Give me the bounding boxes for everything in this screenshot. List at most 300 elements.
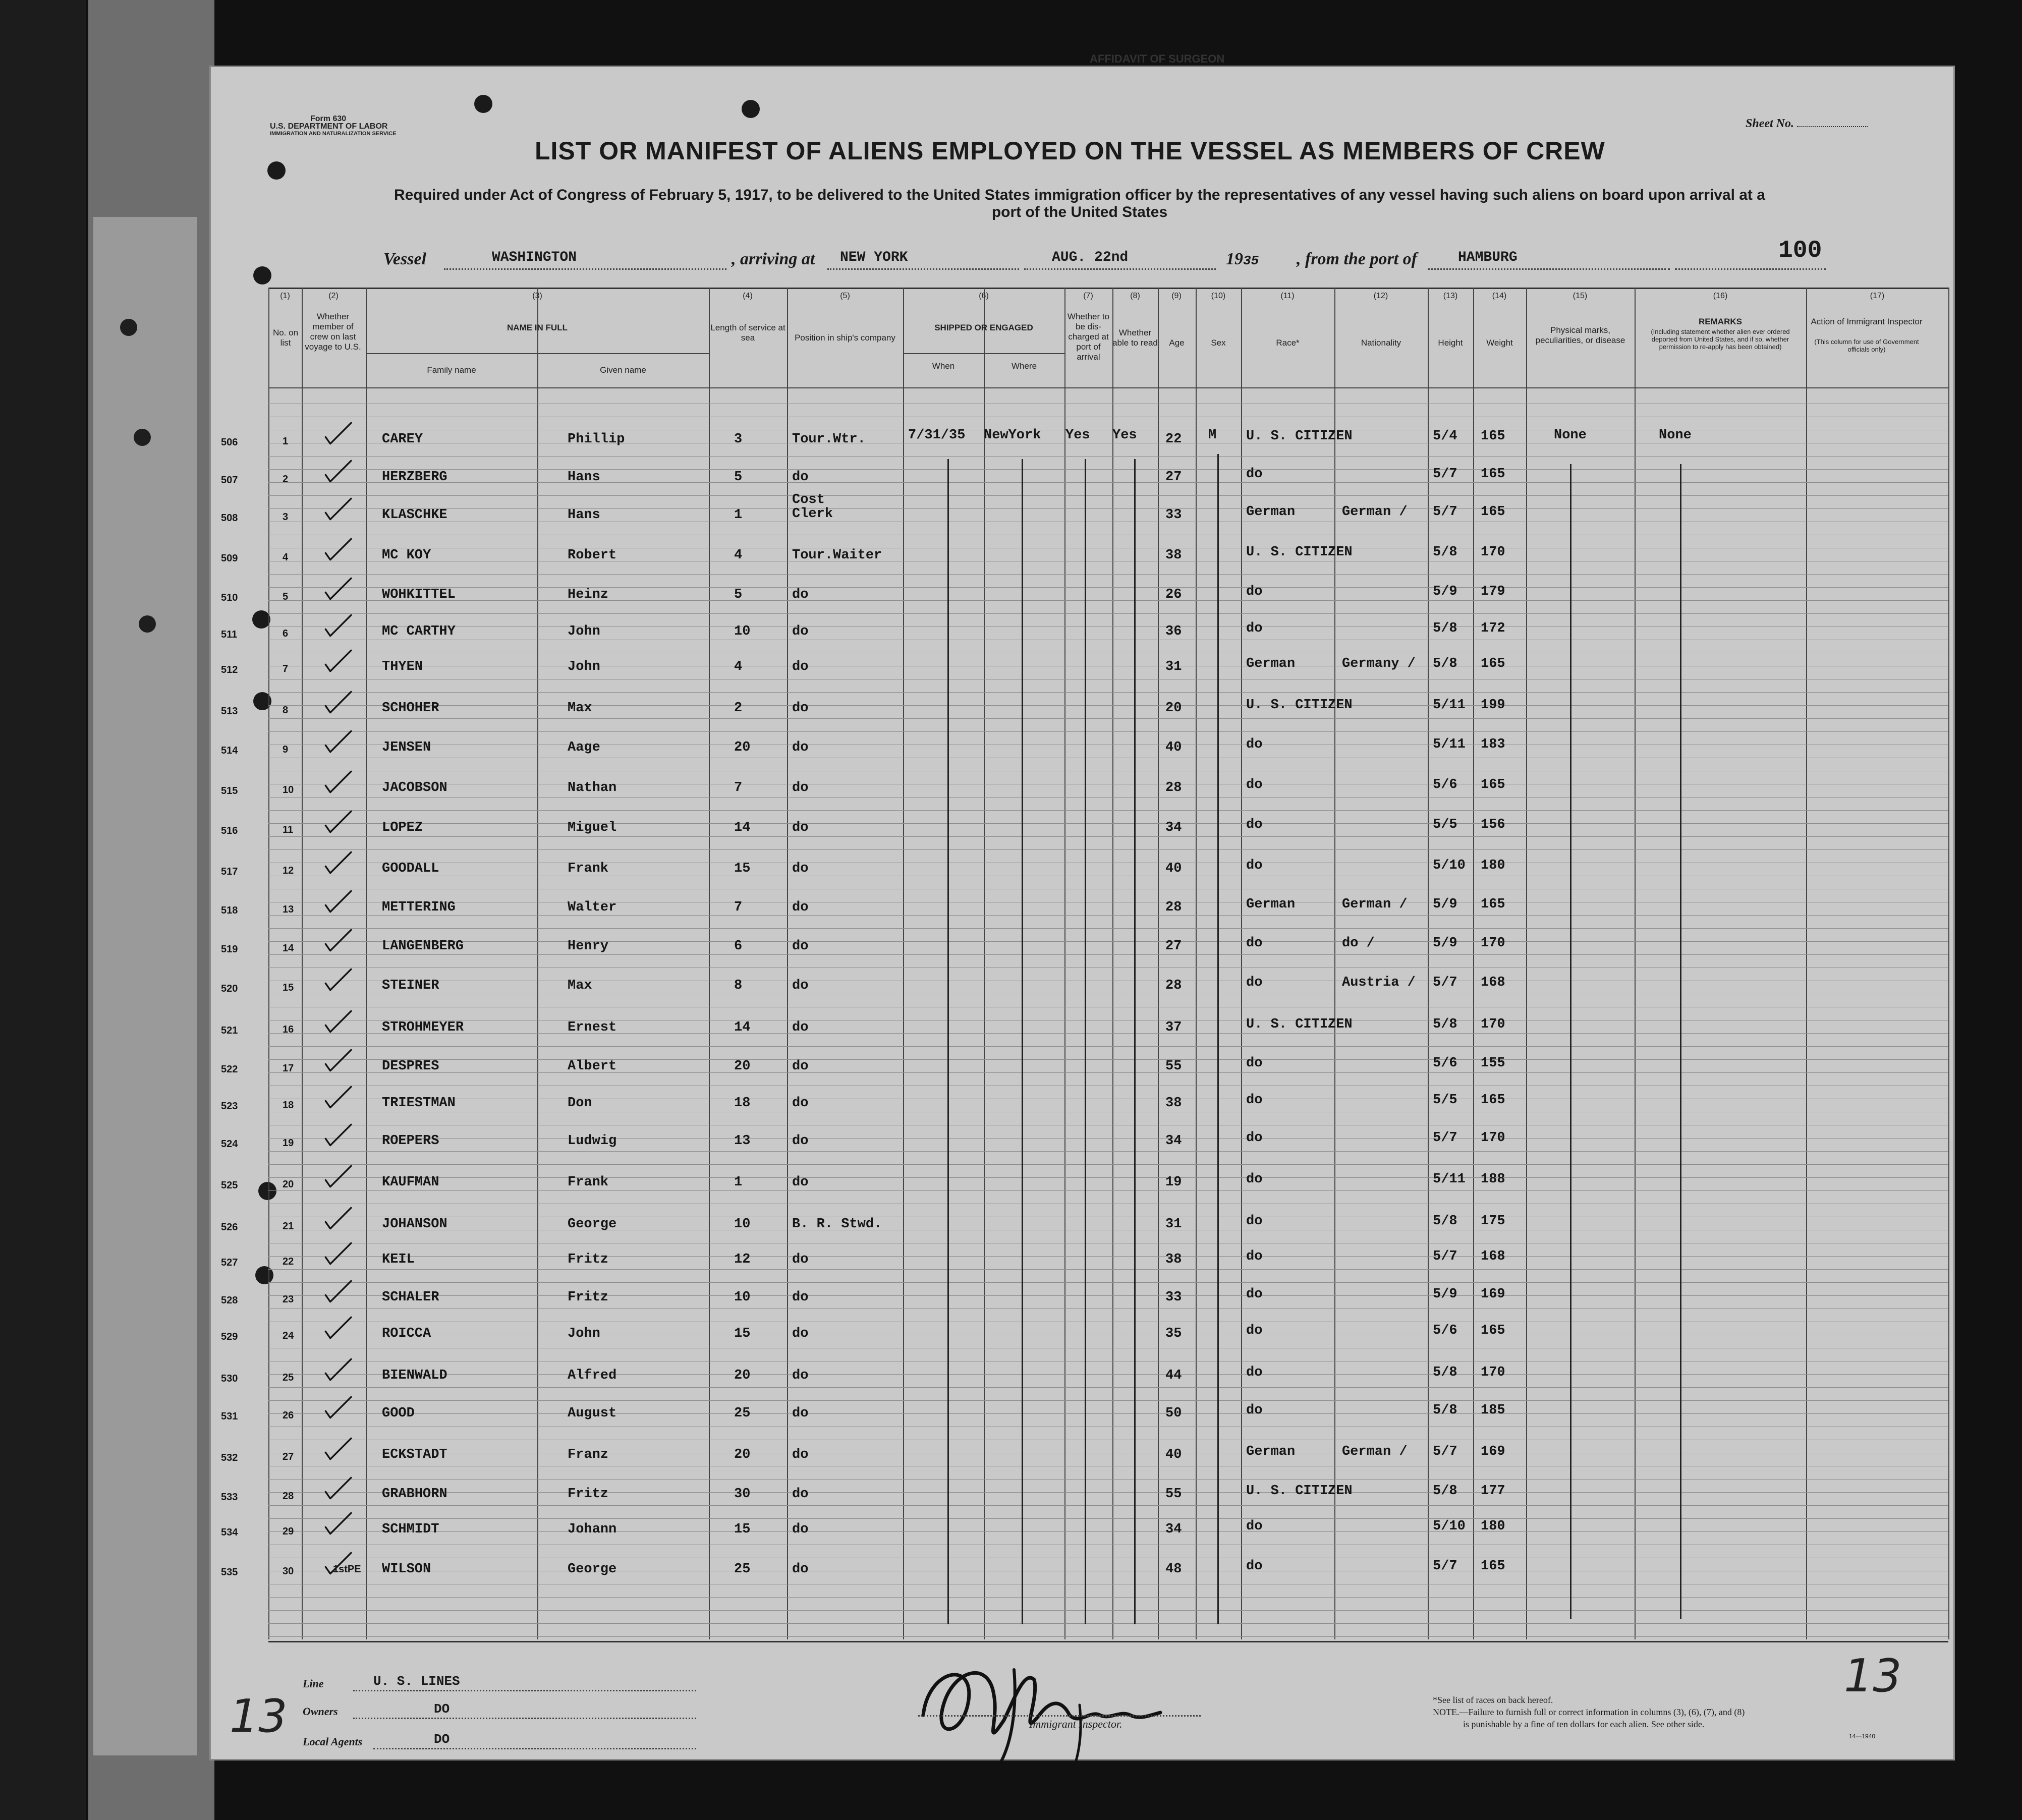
cell-age: 40 [1165, 861, 1182, 876]
cell-length-service: 15 [734, 861, 751, 876]
cell-no-on-list: 28 [283, 1491, 294, 1502]
header-rule [268, 387, 1948, 388]
cell-family-name: GOOD [382, 1406, 415, 1421]
cell-family-name: HERZBERG [382, 470, 447, 485]
from-port-label: , from the port of [1297, 250, 1417, 268]
cell-family-name: MC KOY [382, 548, 431, 563]
row-rule [268, 941, 1948, 942]
check-mark [323, 846, 353, 881]
row-rule [268, 1059, 1948, 1060]
cell-height: 5/9 [1433, 1287, 1457, 1302]
margin-list-number: 529 [221, 1331, 238, 1342]
cell-length-service: 13 [734, 1133, 751, 1149]
cell-position: Tour.Waiter [792, 548, 882, 563]
row-rule [268, 1623, 1948, 1624]
cell-height: 5/6 [1433, 1056, 1457, 1071]
cell-height: 5/7 [1433, 975, 1457, 990]
column-number: (3) [532, 292, 542, 300]
check-mark [323, 533, 353, 568]
cell-family-name: MC CARTHY [382, 624, 456, 639]
column-number: (16) [1713, 292, 1728, 300]
check-mark [323, 1353, 353, 1388]
cell-weight: 183 [1481, 737, 1505, 752]
cell-family-name: THYEN [382, 659, 423, 674]
cell-weight: 169 [1481, 1444, 1505, 1459]
cell-nationality: German / [1342, 1444, 1408, 1459]
check-mark [323, 1432, 353, 1467]
cell-no-on-list: 29 [283, 1526, 294, 1537]
cell-length-service: 7 [734, 780, 743, 795]
cell-weight: 172 [1481, 621, 1505, 636]
cell-given-name: Fritz [568, 1290, 609, 1305]
column-rule [903, 288, 904, 1639]
column-rule [1064, 288, 1065, 1639]
cell-no-on-list: 4 [283, 552, 289, 563]
header-name-in-full: NAME IN FULL [507, 323, 568, 332]
cell-when: 7/31/35 [908, 428, 966, 443]
row-rule [268, 731, 1948, 732]
cell-race: do [1246, 1214, 1263, 1229]
cell-weight: 165 [1481, 1559, 1505, 1574]
inspector-label: Immigrant Inspector. [1029, 1718, 1122, 1730]
footer-notes: *See list of races on back hereof. NOTE.—Failure to furnish full or correct information in columns (3), (6), (7), and (8) is punishable by a fine of ten dollars for each alien. See other side. [1433, 1695, 1745, 1729]
cell-race: do [1246, 1093, 1263, 1108]
cell-family-name: LOPEZ [382, 820, 423, 835]
column-number: (2) [328, 292, 339, 300]
owners-label: Owners [303, 1705, 338, 1718]
cell-no-on-list: 12 [283, 865, 294, 876]
binding-edge [0, 0, 86, 1820]
row-rule [268, 1177, 1948, 1178]
row-rule [268, 1636, 1948, 1637]
row-rule [268, 1531, 1948, 1532]
cell-age: 40 [1165, 1447, 1182, 1462]
binding-paper-strip [93, 217, 197, 1755]
column-rule [1473, 288, 1474, 1639]
row-rule [268, 1374, 1948, 1375]
cell-height: 5/8 [1433, 1365, 1457, 1380]
cell-age: 38 [1165, 1252, 1182, 1267]
cell-weight: 155 [1481, 1056, 1505, 1071]
cell-nationality: German / [1342, 504, 1408, 520]
check-mark [323, 1237, 353, 1272]
cell-nationality: do / [1342, 936, 1375, 951]
header-remarks-sub: (Including statement whether alien ever ordered deported from United States, and if so, whether permission to re-apply has been obtained) [1651, 328, 1790, 351]
ditto-line-discharged [1085, 459, 1086, 1624]
cell-given-name: Max [568, 701, 592, 716]
cell-race: do [1246, 1172, 1263, 1187]
row-rule [268, 1518, 1948, 1519]
cell-given-name: Frank [568, 1175, 609, 1190]
header-remarks: REMARKS [1699, 317, 1742, 326]
check-mark [323, 492, 353, 528]
cell-family-name: SCHOHER [382, 701, 439, 716]
cell-position: do [792, 1252, 809, 1267]
punch-hole [474, 95, 492, 113]
cell-no-on-list: 22 [283, 1256, 294, 1267]
cell-race: German [1246, 504, 1296, 520]
cell-position: do [792, 1522, 809, 1537]
cell-age: 38 [1165, 548, 1182, 563]
row-rule [268, 1033, 1948, 1034]
column-rule [1948, 288, 1949, 1639]
row-rule [268, 1138, 1948, 1139]
cell-given-name: Nathan [568, 780, 617, 795]
cell-height: 5/7 [1433, 1559, 1457, 1574]
cell-length-service: 25 [734, 1562, 751, 1577]
cell-race: do [1246, 936, 1263, 951]
cell-length-service: 15 [734, 1326, 751, 1341]
cell-age: 34 [1165, 1522, 1182, 1537]
cell-height: 5/10 [1433, 1519, 1466, 1534]
punch-hole [134, 429, 151, 446]
cell-length-service: 14 [734, 820, 751, 835]
cell-race: do [1246, 737, 1263, 752]
cell-family-name: JACOBSON [382, 780, 447, 795]
cell-family-name: CAREY [382, 432, 423, 447]
check-mark [323, 1118, 353, 1154]
cell-position: do [792, 900, 809, 915]
check-mark [323, 609, 353, 644]
row-rule [268, 718, 1948, 719]
cell-no-on-list: 24 [283, 1330, 294, 1341]
cell-age: 35 [1165, 1326, 1182, 1341]
cell-length-service: 5 [734, 470, 743, 485]
margin-list-number: 523 [221, 1101, 238, 1112]
ditto-line-physical [1570, 464, 1571, 1619]
line-label: Line [303, 1677, 324, 1690]
cell-height: 5/7 [1433, 1130, 1457, 1146]
row-rule [268, 587, 1948, 588]
cell-no-on-list: 1 [283, 436, 289, 447]
check-mark [323, 454, 353, 490]
header-last-voyage: Whether member of crew on last voyage to U.S. [305, 312, 361, 352]
row-rule [268, 1282, 1948, 1283]
cell-race: U. S. CITIZEN [1246, 429, 1353, 444]
cell-weight: 169 [1481, 1287, 1505, 1302]
cell-length-service: 20 [734, 740, 751, 755]
cell-family-name: SCHMIDT [382, 1522, 439, 1537]
cell-no-on-list: 19 [283, 1138, 294, 1149]
cell-position: do [792, 1175, 809, 1190]
row-rule [268, 456, 1948, 457]
column-rule [268, 288, 269, 1639]
cell-remarks: None [1659, 428, 1692, 443]
row-rule [268, 1387, 1948, 1388]
cell-family-name: KAUFMAN [382, 1175, 439, 1190]
cell-weight: 170 [1481, 1365, 1505, 1380]
cell-length-service: 12 [734, 1252, 751, 1267]
top-label: AFFIDAVIT OF SURGEON [1090, 52, 1225, 65]
margin-list-number: 512 [221, 664, 238, 675]
cell-height: 5/5 [1433, 1093, 1457, 1108]
cell-family-name: STROHMEYER [382, 1020, 464, 1035]
cell-age: 27 [1165, 939, 1182, 954]
cell-weight: 168 [1481, 1249, 1505, 1264]
cell-height: 5/11 [1433, 1172, 1466, 1187]
check-mark [323, 924, 353, 959]
row-rule [268, 1492, 1948, 1493]
row-rule [268, 1072, 1948, 1073]
column-number: (15) [1572, 292, 1588, 300]
cell-length-service: 1 [734, 1175, 743, 1190]
cell-age: 36 [1165, 624, 1182, 639]
cell-position: do [792, 624, 809, 639]
cell-family-name: GOODALL [382, 861, 439, 876]
cell-length-service: 30 [734, 1487, 751, 1502]
cell-weight: 180 [1481, 1519, 1505, 1534]
local-agents-label: Local Agents [303, 1735, 363, 1748]
form-code: 14—1940 [1849, 1733, 1876, 1740]
column-rule [709, 288, 710, 1639]
cell-no-on-list: 9 [283, 744, 289, 755]
row-rule [268, 954, 1948, 955]
cell-given-name: Walter [568, 900, 617, 915]
ditto-line-remarks [1680, 464, 1681, 1619]
check-mark [323, 1080, 353, 1116]
cell-weight: 179 [1481, 584, 1505, 599]
check-mark [323, 1160, 353, 1195]
margin-list-number: 515 [221, 785, 238, 797]
row-rule [268, 1164, 1948, 1165]
cell-race: do [1246, 975, 1263, 990]
cell-no-on-list: 14 [283, 943, 294, 954]
cell-position: do [792, 659, 809, 674]
check-mark [323, 686, 353, 721]
cell-no-on-list: 7 [283, 663, 289, 674]
cell-weight: 168 [1481, 975, 1505, 990]
cell-no-on-list: 21 [283, 1221, 294, 1232]
cell-height: 5/7 [1433, 1249, 1457, 1264]
margin-list-number: 521 [221, 1025, 238, 1036]
cell-height: 5/8 [1433, 1403, 1457, 1418]
check-mark [323, 765, 353, 801]
cell-age: 34 [1165, 1133, 1182, 1149]
cell-given-name: Max [568, 978, 592, 993]
cell-race: do [1246, 858, 1263, 873]
row-rule [268, 692, 1948, 693]
cell-position: do [792, 1020, 809, 1035]
cell-race: do [1246, 1287, 1263, 1302]
cell-height: 5/8 [1433, 1017, 1457, 1032]
cell-position: Tour.Wtr. [792, 432, 866, 447]
cell-position: do [792, 780, 809, 795]
cell-weight: 165 [1481, 1093, 1505, 1108]
cell-discharged: Yes [1065, 428, 1090, 443]
column-rule [1196, 288, 1197, 1639]
margin-list-number: 518 [221, 905, 238, 916]
year-label: 1935 [1226, 250, 1259, 268]
cell-race: German [1246, 1444, 1296, 1459]
cell-length-service: 5 [734, 587, 743, 602]
cell-given-name: John [568, 1326, 600, 1341]
cell-age: 31 [1165, 1217, 1182, 1232]
page-title: LIST OR MANIFEST OF ALIENS EMPLOYED ON THE VESSEL AS MEMBERS OF CREW [535, 137, 1605, 165]
cell-height: 5/8 [1433, 656, 1457, 671]
cell-race: U. S. CITIZEN [1246, 545, 1353, 560]
from-port: HAMBURG [1458, 250, 1518, 265]
cell-given-name: Fritz [568, 1487, 609, 1502]
column-rule [302, 288, 303, 1639]
margin-list-number: 522 [221, 1064, 238, 1075]
cell-age: 28 [1165, 780, 1182, 795]
cell-height: 5/7 [1433, 1444, 1457, 1459]
cell-position: do [792, 1326, 809, 1341]
column-rule [1158, 288, 1159, 1639]
column-number: (14) [1492, 292, 1507, 300]
cell-given-name: John [568, 624, 600, 639]
row-rule [268, 1151, 1948, 1152]
row-rule [268, 574, 1948, 575]
header-age: Age [1169, 338, 1185, 348]
column-rule [1428, 288, 1429, 1639]
cell-weight: 156 [1481, 817, 1505, 832]
cell-given-name: George [568, 1217, 617, 1232]
margin-list-number: 528 [221, 1295, 238, 1306]
cell-race: do [1246, 621, 1263, 636]
row-rule [268, 469, 1948, 470]
cell-given-name: Miguel [568, 820, 617, 835]
header-where: Where [1011, 361, 1037, 371]
cell-position: do [792, 1290, 809, 1305]
check-mark [323, 1507, 353, 1542]
row-rule [268, 1046, 1948, 1047]
cell-race: do [1246, 584, 1263, 599]
cell-height: 5/7 [1433, 504, 1457, 520]
cell-family-name: ROICCA [382, 1326, 431, 1341]
cell-nationality: Austria / [1342, 975, 1416, 990]
column-number: (9) [1171, 292, 1182, 300]
column-number: (11) [1280, 292, 1295, 300]
cell-no-on-list: 11 [283, 824, 294, 835]
cell-length-service: 10 [734, 1290, 751, 1305]
cell-length-service: 2 [734, 701, 743, 716]
header-rule [366, 353, 709, 354]
column-number: (7) [1083, 292, 1093, 300]
cell-height: 5/9 [1433, 936, 1457, 951]
cell-length-service: 4 [734, 548, 743, 563]
cell-height: 5/8 [1433, 621, 1457, 636]
cell-position: Cost [792, 492, 825, 507]
header-height: Height [1438, 338, 1463, 348]
margin-list-number: 507 [221, 475, 238, 486]
cell-age: 34 [1165, 820, 1182, 835]
cell-sex: M [1208, 428, 1217, 443]
cell-no-on-list: 6 [283, 628, 289, 639]
cell-length-service: 6 [734, 939, 743, 954]
row-rule [268, 1190, 1948, 1191]
cell-weight: 170 [1481, 1017, 1505, 1032]
row-rule [268, 508, 1948, 509]
cell-given-name: Aage [568, 740, 600, 755]
row-rule [268, 600, 1948, 601]
check-mark [323, 725, 353, 760]
cell-age: 33 [1165, 1290, 1182, 1305]
cell-age: 31 [1165, 659, 1182, 674]
cell-weight: 177 [1481, 1484, 1505, 1499]
cell-nationality: Germany / [1342, 656, 1416, 671]
check-mark [323, 1391, 353, 1426]
cell-age: 19 [1165, 1175, 1182, 1190]
column-number: (5) [840, 292, 850, 300]
cell-weight: 165 [1481, 1323, 1505, 1338]
cell-weight: 180 [1481, 858, 1505, 873]
cell-no-on-list: 8 [283, 705, 289, 716]
cell-no-on-list: 10 [283, 784, 294, 795]
cell-given-name: George [568, 1562, 617, 1577]
margin-list-number: 514 [221, 745, 238, 756]
header-family-name: Family name [427, 365, 476, 375]
cell-no-on-list: 26 [283, 1410, 294, 1421]
row-rule [268, 915, 1948, 916]
cell-length-service: 15 [734, 1522, 751, 1537]
column-rule [1635, 288, 1636, 1639]
page-subtitle: Required under Act of Congress of February 5, 1917, to be delivered to the United States immigration officer by the representatives of any vessel having such aliens on board upon arrival at a port of the United States [394, 187, 1765, 220]
margin-list-number: 525 [221, 1180, 238, 1191]
punch-hole [267, 161, 286, 180]
cell-height: 5/9 [1433, 897, 1457, 912]
cell-race: U. S. CITIZEN [1246, 1017, 1353, 1032]
arrival-date: AUG. 22nd [1052, 250, 1129, 265]
header-discharged: Whether to be dis-charged at port of arrival [1067, 312, 1110, 362]
row-rule [268, 482, 1948, 483]
cell-physical-marks: None [1554, 428, 1587, 443]
cell-given-name: Franz [568, 1447, 609, 1462]
cell-family-name: JENSEN [382, 740, 431, 755]
local-agents-value: DO [434, 1732, 450, 1747]
cell-position: do [792, 701, 809, 716]
cell-position: do [792, 861, 809, 876]
cell-height: 5/6 [1433, 1323, 1457, 1338]
cell-weight: 170 [1481, 545, 1505, 560]
cell-given-name: Phillip [568, 432, 625, 447]
row-rule [268, 1479, 1948, 1480]
margin-list-number: 511 [221, 629, 238, 640]
header-position: Position in ship's company [795, 333, 895, 343]
ditto-line-read [1134, 459, 1136, 1624]
margin-list-number: 509 [221, 553, 238, 564]
header-weight: Weight [1486, 338, 1513, 348]
cell-given-name: Frank [568, 861, 609, 876]
column-rule [1526, 288, 1527, 1639]
cell-family-name: WOHKITTEL [382, 587, 456, 602]
cell-given-name: Heinz [568, 587, 609, 602]
column-number: (1) [280, 292, 290, 300]
row-rule [268, 797, 1948, 798]
cell-race: do [1246, 1249, 1263, 1264]
row-rule [268, 1269, 1948, 1270]
cell-race: do [1246, 1056, 1263, 1071]
cell-family-name: WILSON [382, 1562, 431, 1577]
cell-given-name: Ernest [568, 1020, 617, 1035]
cell-weight: 165 [1481, 429, 1505, 444]
margin-list-number: 532 [221, 1452, 238, 1463]
cell-no-on-list: 18 [283, 1100, 294, 1111]
cell-family-name: JOHANSON [382, 1217, 447, 1232]
punch-hole [253, 266, 271, 285]
row-rule [268, 1597, 1948, 1598]
cell-race: do [1246, 1365, 1263, 1380]
margin-list-number: 516 [221, 825, 238, 836]
header-nationality: Nationality [1361, 338, 1401, 348]
column-number: (13) [1443, 292, 1458, 300]
cell-height: 5/11 [1433, 698, 1466, 713]
cell-race: do [1246, 1519, 1263, 1534]
cell-length-service: 7 [734, 900, 743, 915]
cell-given-name: August [568, 1406, 617, 1421]
cell-weight: 188 [1481, 1172, 1505, 1187]
vessel-label: Vessel [383, 250, 426, 268]
